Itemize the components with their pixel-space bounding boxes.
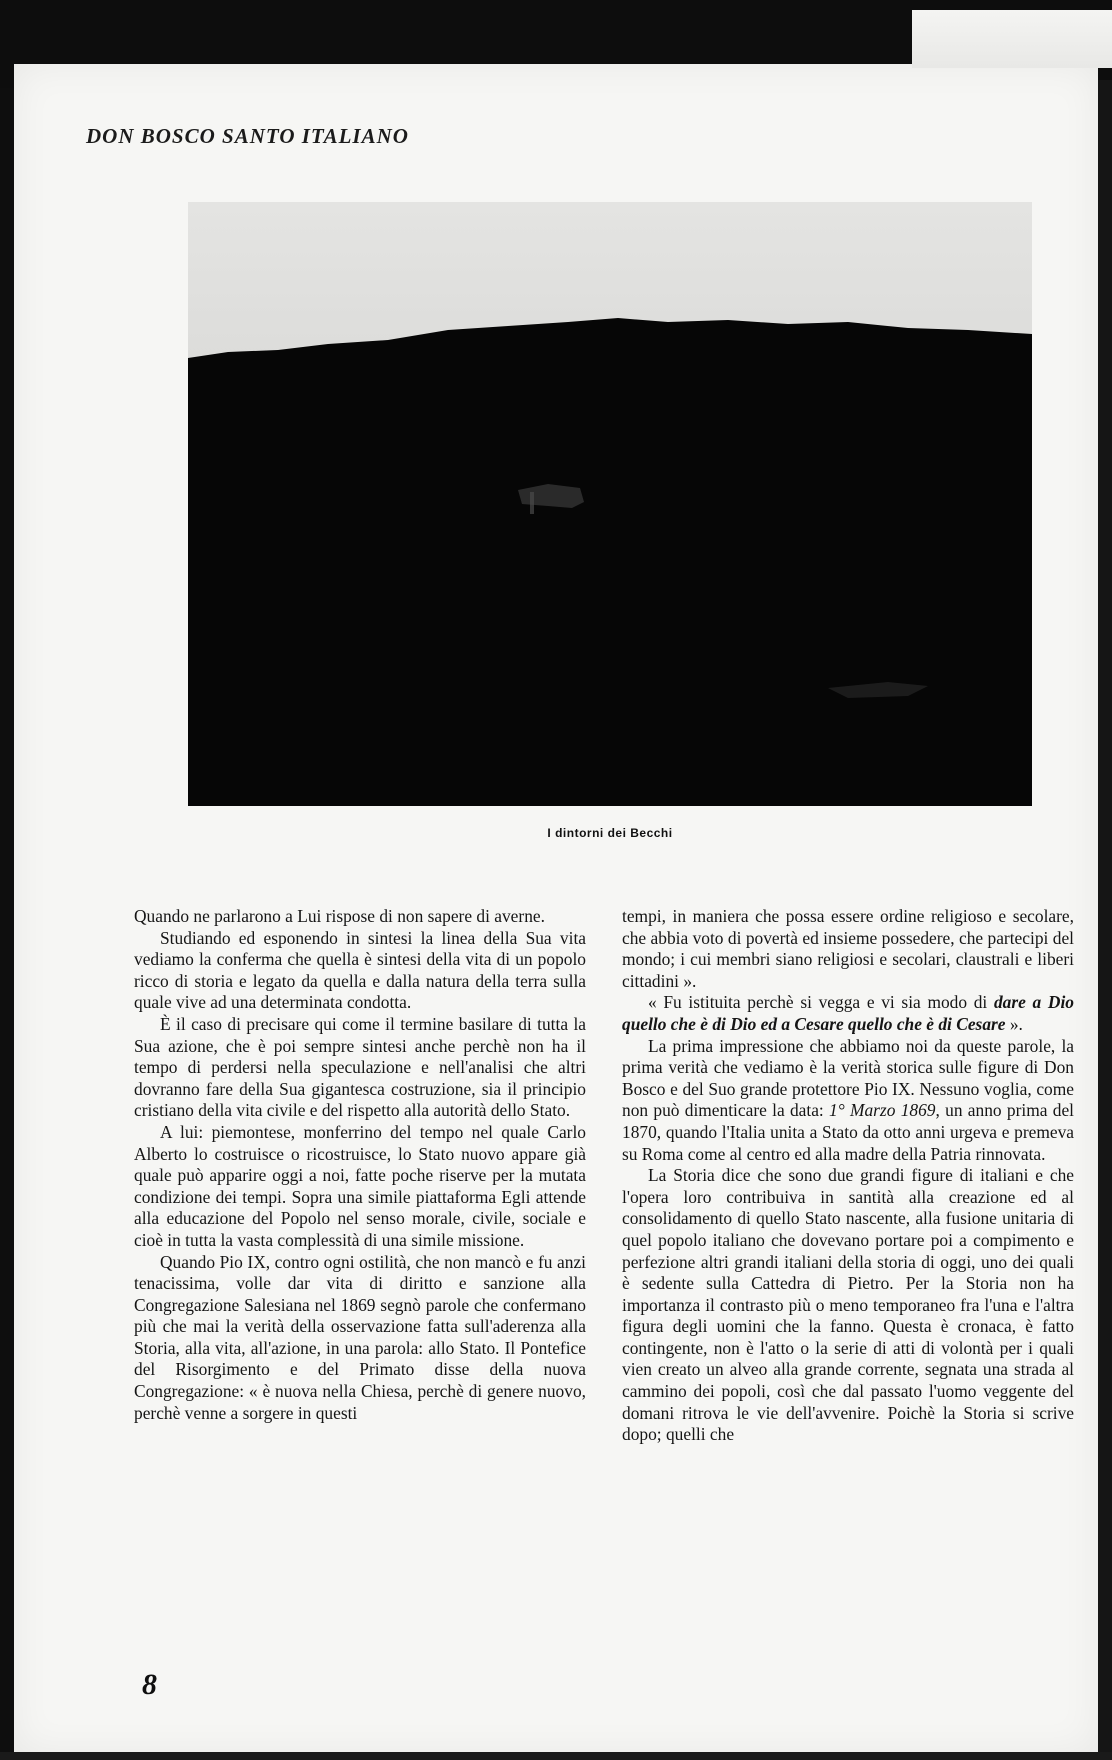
bell-tower [530,492,534,514]
paragraph: È il caso di precisare qui come il termine basilare di tutta la Sua azione, che è poi sempre sintesi anche perchè non ha il tempo di perdersi nella speculazione e nell'analisi che altri dovranno fare della Sua gigantesca costruzione, sia il principio cristiano della vita civile e del rispetto alla autorità dello Stato. [134,1013,586,1121]
date-emphasis: 1° Marzo 1869 [829,1100,936,1121]
paragraph-text: , un anno prima del 1870, quando l'Italia unita a Stato da otto anni urgeva e premeva su Roma come al centro ed alla madre della Patria rinnovata. [622,1100,1074,1164]
hills-silhouette [188,318,1032,806]
scan-paper-corner [912,10,1112,68]
scan-right-edge [1098,80,1112,1760]
paragraph: Quando ne parlarono a Lui rispose di non sapere di averne. [134,906,545,926]
landscape-photo-art [188,202,1032,806]
running-head: DON BOSCO SANTO ITALIANO [86,124,409,148]
page-content [14,64,1098,1754]
quote-text: « Fu istituita perchè si vegga e vi sia modo di [648,992,994,1013]
scan-left-edge [0,0,14,1760]
quote-emphasis: dare a Dio quello che è di Dio ed a Cesare quello che è di Cesare [622,992,1074,1034]
paragraph: La Storia dice che sono due grandi figure di italiani e che l'opera loro contribuiva in santità alla creazione ed al consolidamento di quello Stato nascente, alla fusione unitaria di quel popolo italiano che dovevano portare poi a compimento e perfezione altri grandi italiani della storia di oggi, uno dei quali è sedente sulla Cattedra di Pietro. Per la Storia non ha importanza il contrasto più o meno temporaneo fra l'una e l'altra figura degli uomini che la fanno. Questa è cronaca, è fatto contingente, non è l'atto o la serie di atti di volontà per i quali vien creato un alveo alla grande corrente, segnata una strada al cammino dei popoli, così che dal passato l'uomo veggente del domani ritrova le vie dell'avvenire. Poichè la Storia si scrive dopo; quelli che [622,1165,1074,1445]
landscape-photo [188,202,1032,806]
paragraph-text: La prima impressione che abbiamo noi da queste parole, la prima verità che vediamo è la verità storica sulle figure di Don Bosco e del Suo grande protettore Pio IX. Nessuno voglia, come non può dimenticare la data: [622,1035,1074,1121]
paragraph: Quando Pio IX, contro ogni ostilità, che non mancò e fu anzi tenacissima, volle dar vita di diritto e sanzione alla Congregazione Salesiana nel 1869 segnò parole che confermano più che mai la verità della osservazione fatta sull'aderenza alla Storia, alla vita, all'azione, in una parola: allo Stato. Il Pontefice del Risorgimento e del Primato disse della nuova Congregazione: « è nuova nella Chiesa, perchè di genere nuovo, perchè venne a sorgere in questi [134,1251,586,1423]
paragraph: A lui: piemontese, monferrino del tempo nel quale Carlo Alberto lo costruisce o ricostruisce, lo Stato nuovo appare già quale può apparire oggi a noi, fatte poche riserve per la mutata condizione dei tempi. Sopra una simile piattaforma Egli attende alla educazione del Popolo nel senso morale, civile, sociale e cioè in tutta la vasta complessità di una simile missione. [134,1121,586,1250]
paragraph [622,992,1074,1035]
paragraph: tempi, in maniera che possa essere ordine religioso e secolare, che abbia voto di povertà ed insieme possedere, che partecipi del mondo; i cui membri siano religiosi e secolari, claustrali e liberi cittadini ». [622,906,1074,991]
photo-caption: I dintorni dei Becchi [547,826,673,840]
paragraph [622,1036,1074,1166]
quote-end: ». [1005,1013,1023,1034]
text-column-left [134,906,586,1424]
page-number: 8 [142,1668,157,1701]
paragraph: Studiando ed esponendo in sintesi la linea della Sua vita vediamo la conferma che quella è sintesi della vita di un popolo ricco di storia e legato da quella e dalla natura della terra sulla quale vive ad una determinata condotta. [134,927,586,1013]
text-column-right [622,906,1074,1446]
